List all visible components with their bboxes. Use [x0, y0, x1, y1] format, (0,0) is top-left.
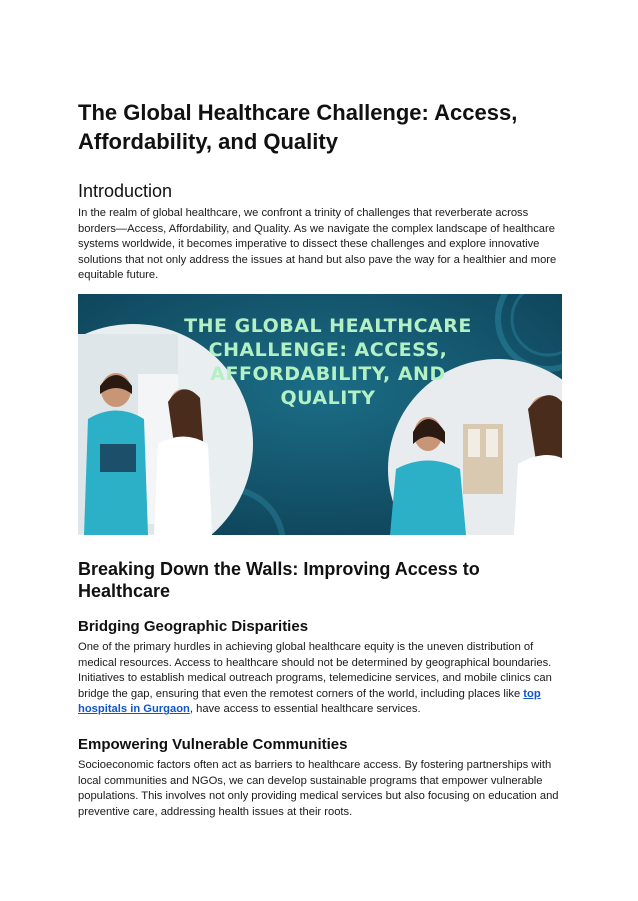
banner-title-line: AFFORDABILITY, AND [210, 362, 446, 385]
paragraph-geographic-text-end: , have access to essential healthcare services. [189, 703, 421, 716]
banner-image [78, 294, 562, 535]
paragraph-vulnerable: Socioeconomic factors often act as barriers to healthcare access. By fostering partnerships with local communities and NGOs, we can develop sustainable programs that empower vulnerable populations. This involves not only providing medical services but also focusing on education and preventive care, addressing health issues at their roots. [78, 758, 559, 818]
link-top-hospitals-gurgaon[interactable]: top hospitals in Gurgaon [78, 687, 541, 716]
document-content [78, 98, 564, 820]
intro-paragraph: In the realm of global healthcare, we confront a trinity of challenges that reverberate across borders—Access, Affordability, and Quality. As we navigate the complex landscape of healthcare systems worldwide, it becomes imperative to dissect these challenges and explore innovative solutions that not only address the issues at hand but also pave the way for a healthier and more equitable future. [78, 207, 557, 282]
title-line-2: Affordability, and Quality [78, 129, 338, 154]
banner-title-line: CHALLENGE: ACCESS, [208, 338, 448, 361]
paragraph-geographic [78, 640, 564, 718]
paragraph-geographic-text: One of the primary hurdles in achieving global healthcare equity is the uneven distribution of medical resources. Access to healthcare should not be determined by geographical boundaries. Initiatives to establish medical outreach programs, telemedicine services, and mobile clinics can bridge the gap, ensuring that even the remotest corners of the world, including places like [78, 640, 552, 700]
title-line-1: The Global Healthcare Challenge: Access, [78, 100, 518, 125]
subheading-geographic: Bridging Geographic Disparities [78, 617, 309, 635]
banner-title [178, 314, 478, 410]
document-title [78, 98, 564, 156]
section-heading-access: Breaking Down the Walls: Improving Access to Healthcare [78, 558, 480, 601]
banner-title-line: THE GLOBAL HEALTHCARE [184, 314, 472, 337]
banner-title-line: QUALITY [280, 386, 376, 409]
intro-heading: Introduction [78, 181, 173, 201]
subheading-vulnerable: Empowering Vulnerable Communities [78, 735, 348, 753]
